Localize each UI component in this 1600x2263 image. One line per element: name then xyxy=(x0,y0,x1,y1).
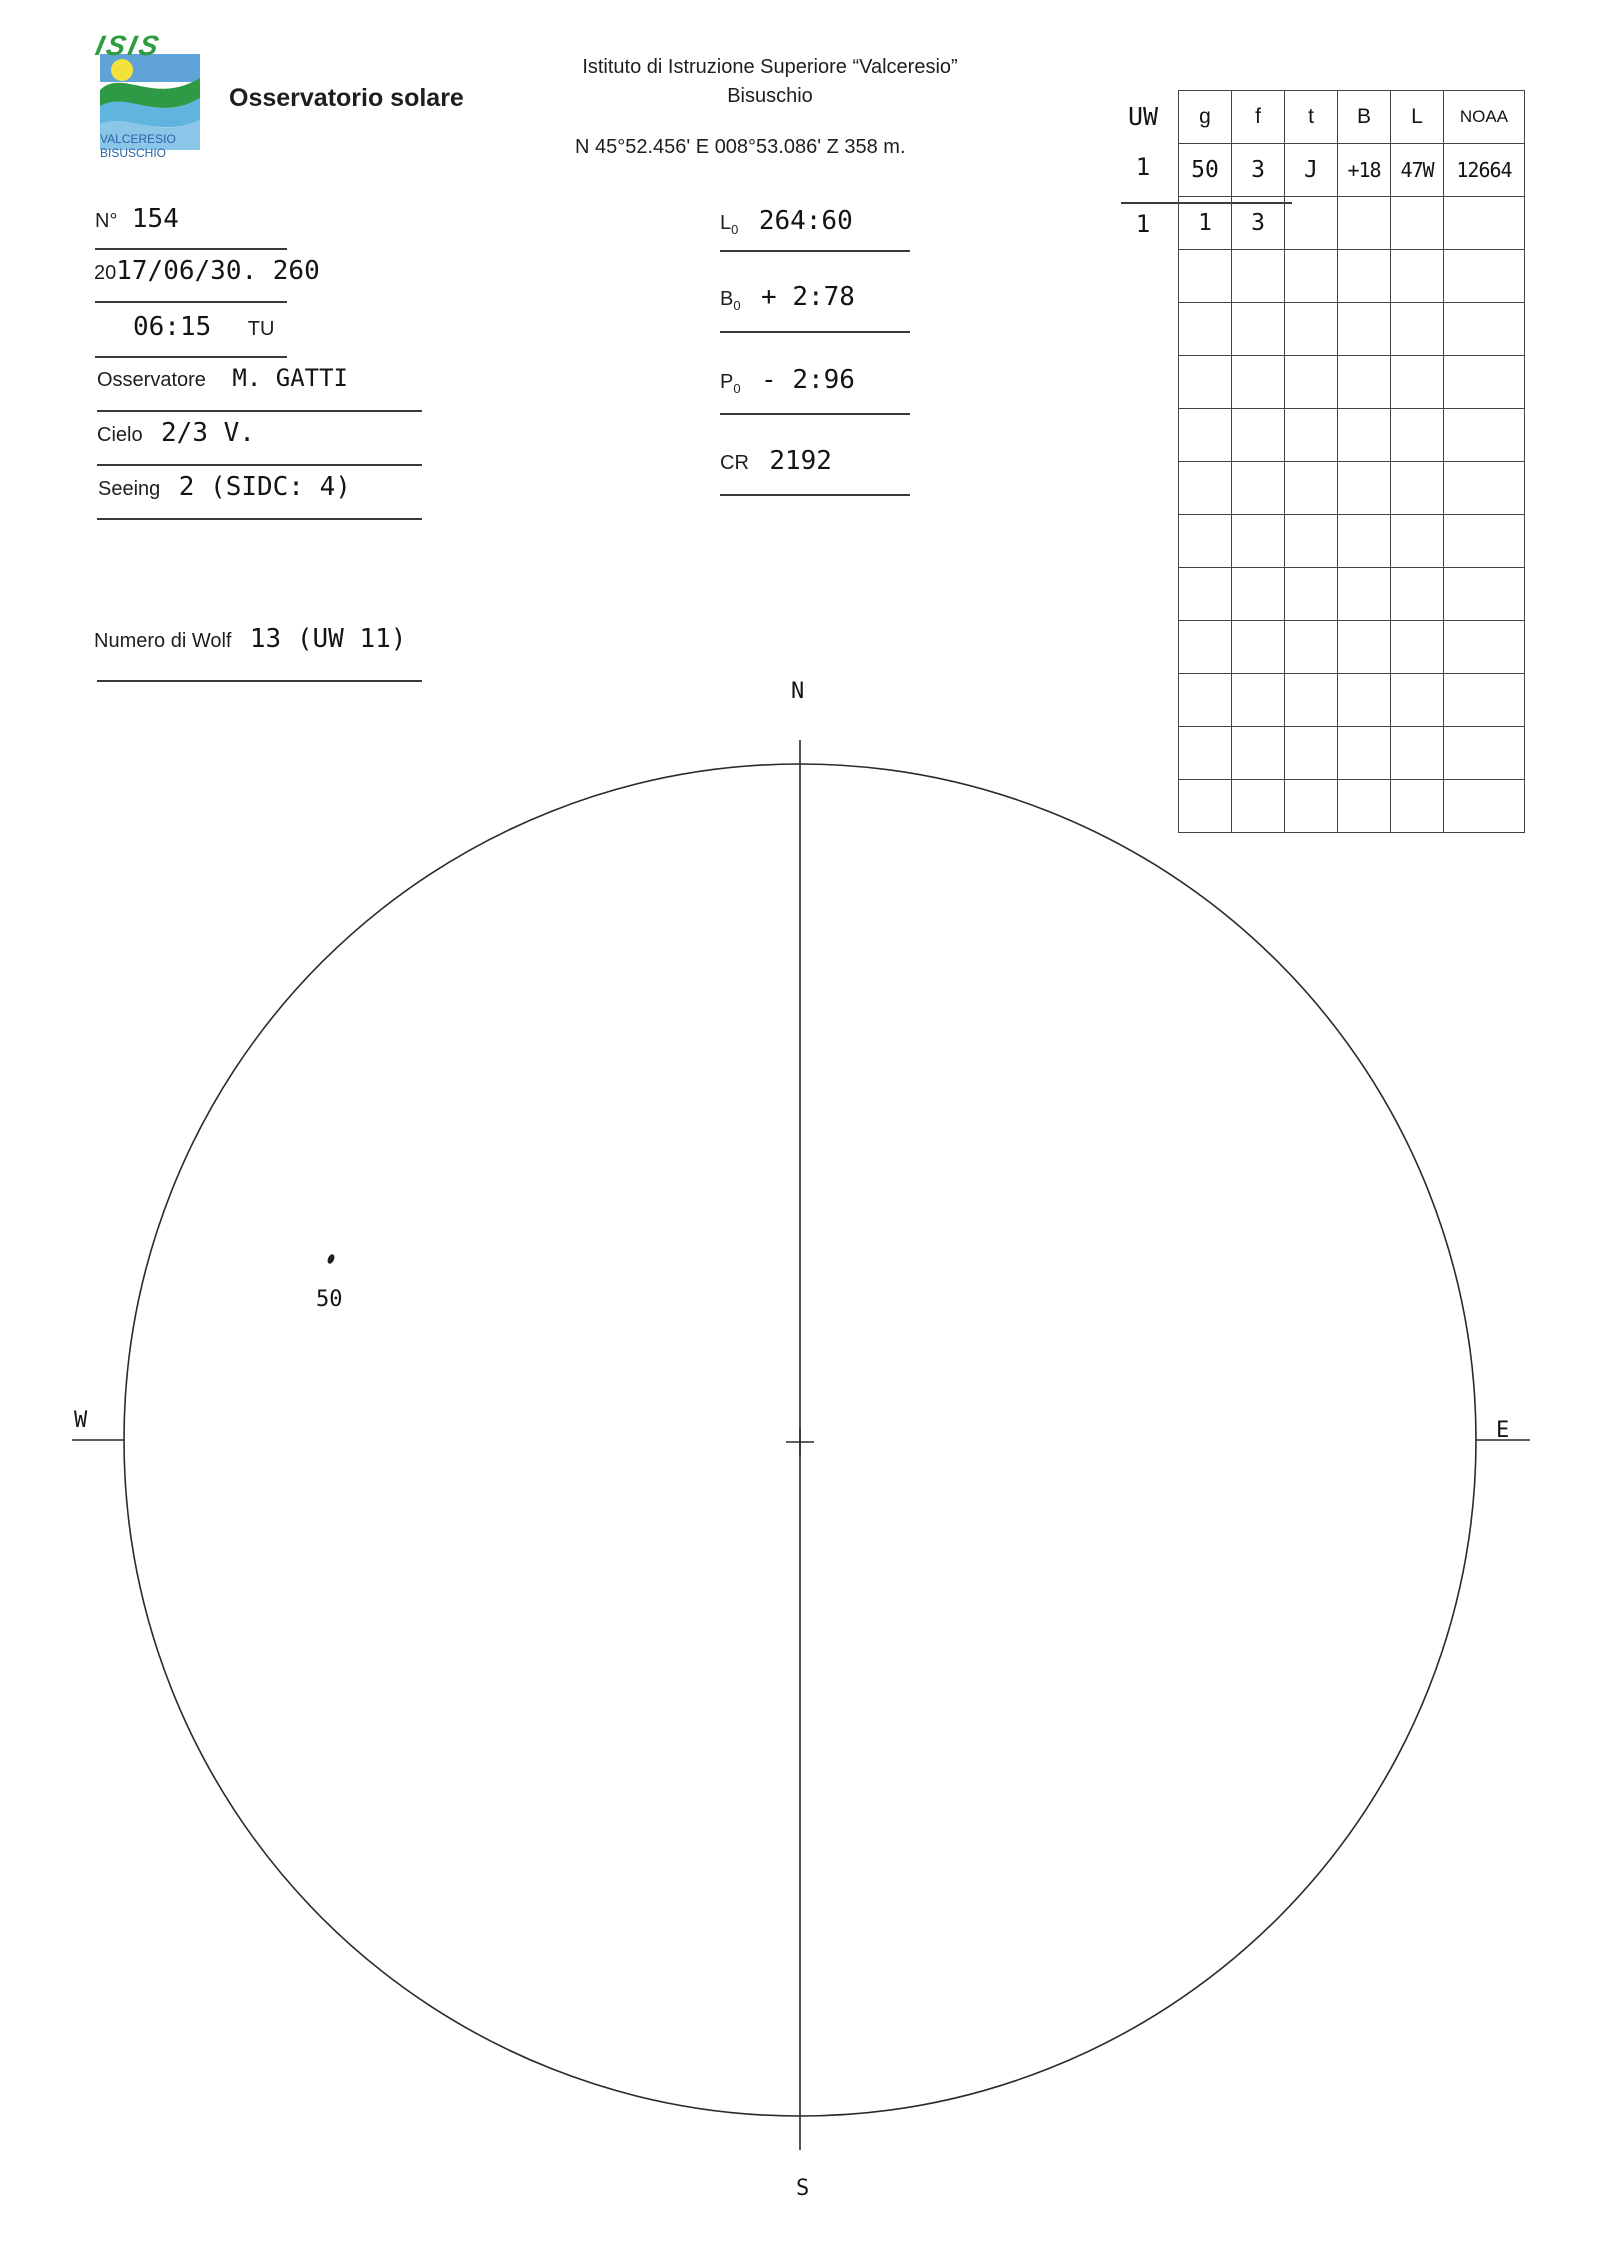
b0-value: + 2:78 xyxy=(761,282,855,312)
cr-value: 2192 xyxy=(769,446,832,476)
table-cell: 1 xyxy=(1179,197,1232,250)
institute-line-1: Istituto di Istruzione Superiore “Valceresio” xyxy=(582,56,958,78)
column-header: g xyxy=(1179,91,1232,144)
time-unit: TU xyxy=(247,318,275,340)
west-label: W xyxy=(74,1408,88,1433)
north-label: N xyxy=(791,679,805,704)
table-cell: 3 xyxy=(1232,144,1285,197)
observatory-coordinates: N 45°52.456' E 008°53.086' Z 358 m. xyxy=(575,136,906,158)
table-cell: 3 xyxy=(1232,197,1285,250)
uw-value-1: 1 xyxy=(1135,153,1151,181)
observer-value: M. GATTI xyxy=(232,364,348,392)
logo-text: ISIS xyxy=(92,30,165,61)
number-value: 154 xyxy=(131,204,179,234)
logo-city-line-2: BISUSCHIO xyxy=(100,146,167,160)
l0-label: $L_0$ xyxy=(720,212,739,237)
date-prefix: 20 xyxy=(94,262,117,284)
p0-value: - 2:96 xyxy=(761,365,855,395)
column-header: B xyxy=(1338,91,1391,144)
sky-value: 2/3 V. xyxy=(161,418,255,448)
table-cell: J xyxy=(1285,144,1338,197)
b0-label: $B_0$ xyxy=(720,288,741,313)
sky-label: Cielo xyxy=(97,424,143,446)
institute-line-2: Bisuschio xyxy=(727,85,813,107)
wolf-value: 13 (UW 11) xyxy=(249,624,407,654)
seeing-label: Seeing xyxy=(98,478,161,500)
uw-value-2: 1 xyxy=(1135,210,1151,238)
cr-label: CR xyxy=(720,452,749,474)
page-title: Osservatorio solare xyxy=(229,84,464,112)
seeing-value: 2 (SIDC: 4) xyxy=(178,472,351,502)
column-header: t xyxy=(1285,91,1338,144)
wolf-label: Numero di Wolf xyxy=(94,630,232,652)
number-label: N° xyxy=(95,210,118,232)
table-cell: +18 xyxy=(1338,144,1391,197)
table-cell: 47W xyxy=(1391,144,1444,197)
column-header: f xyxy=(1232,91,1285,144)
time-value: 06:15 xyxy=(133,312,212,342)
observer-label: Osservatore xyxy=(97,369,206,391)
p0-label: $P_0$ xyxy=(720,371,741,396)
table-cell: 12664 xyxy=(1444,144,1525,197)
south-label: S xyxy=(796,2176,810,2201)
l0-value: 264:60 xyxy=(758,206,853,236)
sunspot-group-50 xyxy=(326,1253,336,1265)
uw-header: UW xyxy=(1127,102,1159,131)
logo-city-line-1: VALCERESIO xyxy=(100,132,176,146)
date-value: 17/06/30. 260 xyxy=(116,256,320,286)
column-header: NOAA xyxy=(1444,91,1525,144)
sunspot-label: 50 xyxy=(316,1287,343,1312)
column-header: L xyxy=(1391,91,1444,144)
east-label: E xyxy=(1496,1418,1510,1443)
table-cell: 50 xyxy=(1179,144,1232,197)
